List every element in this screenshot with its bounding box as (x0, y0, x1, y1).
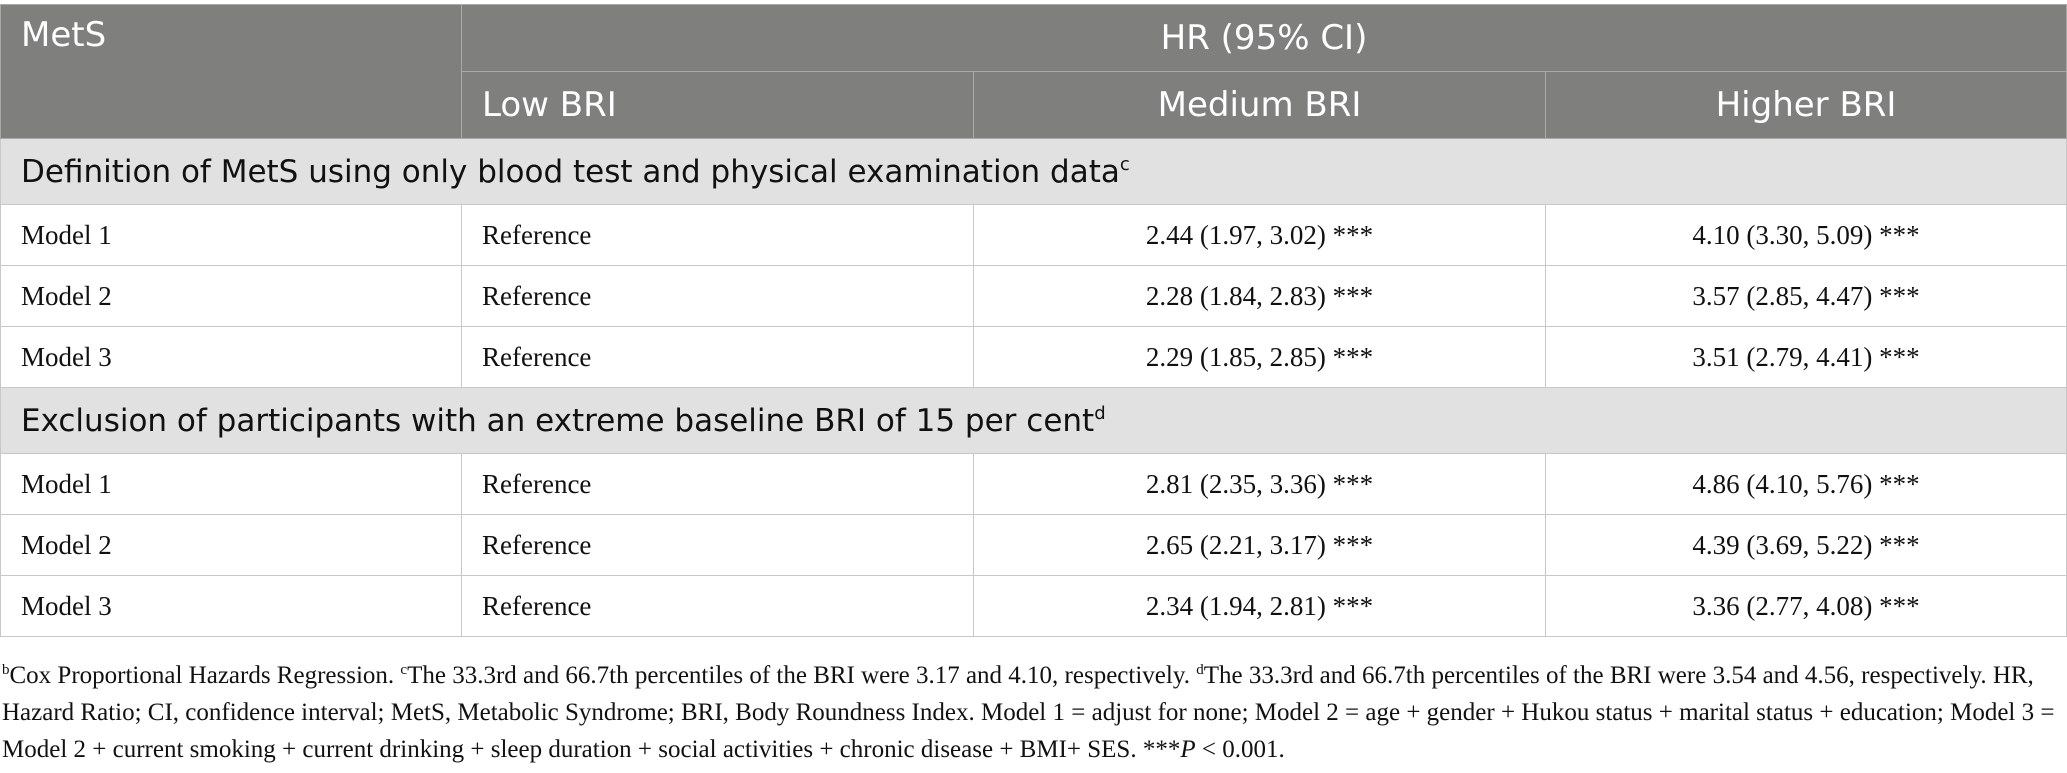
higher-bri-value: 4.86 (4.10, 5.76) *** (1546, 454, 2067, 515)
medium-bri-value: 2.44 (1.97, 3.02) *** (974, 205, 1546, 266)
low-bri-value: Reference (462, 576, 974, 637)
model-name: Model 2 (1, 266, 462, 327)
low-bri-value: Reference (462, 266, 974, 327)
header-low-bri: Low BRI (462, 72, 974, 139)
footnote-marker-d: d (1196, 662, 1204, 678)
section-title-text: Definition of MetS using only blood test and physical examination data (21, 153, 1120, 190)
model-name: Model 3 (1, 327, 462, 388)
higher-bri-value: 4.39 (3.69, 5.22) *** (1546, 515, 2067, 576)
low-bri-value: Reference (462, 205, 974, 266)
section-title (1, 388, 2067, 454)
low-bri-value: Reference (462, 515, 974, 576)
higher-bri-value: 3.36 (2.77, 4.08) *** (1546, 576, 2067, 637)
section-marker: c (1119, 153, 1130, 175)
section-marker: d (1094, 402, 1106, 424)
higher-bri-value: 3.51 (2.79, 4.41) *** (1546, 327, 2067, 388)
section-title (1, 139, 2067, 205)
table-row (1, 266, 2067, 327)
footnote-c-text: The 33.3rd and 66.7th percentiles of the BRI were 3.17 and 4.10, respectively. (407, 662, 1197, 689)
table-row (1, 327, 2067, 388)
table-row (1, 205, 2067, 266)
header-row-label: MetS (1, 5, 462, 139)
footnote-marker-b: b (2, 662, 10, 678)
low-bri-value: Reference (462, 327, 974, 388)
header-group-hr: HR (95% CI) (462, 5, 2067, 72)
model-name: Model 3 (1, 576, 462, 637)
medium-bri-value: 2.65 (2.21, 3.17) *** (974, 515, 1546, 576)
medium-bri-value: 2.28 (1.84, 2.83) *** (974, 266, 1546, 327)
table-footnote (2, 652, 2062, 768)
medium-bri-value: 2.29 (1.85, 2.85) *** (974, 327, 1546, 388)
table-row (1, 454, 2067, 515)
hazard-ratio-table (0, 4, 2067, 637)
low-bri-value: Reference (462, 454, 974, 515)
medium-bri-value: 2.34 (1.94, 2.81) *** (974, 576, 1546, 637)
footnote-d-text: The 33.3rd and 66.7th percentiles of the BRI were 3.54 and 4.56, respectively. HR, Hazard Ratio; CI, confidence interval; MetS, Metabolic Syndrome; BRI, Body Roundness Index. Model 1 = adjust for none; Model 2 = age + gender + Hukou status + marital status + education; Model 3 = Model 2 + current smoking + current drinking + sleep duration + social activities + chronic disease + BMI+ SES. *** (2, 662, 2055, 763)
table-row (1, 515, 2067, 576)
header-medium-bri: Medium BRI (974, 72, 1546, 139)
model-name: Model 1 (1, 454, 462, 515)
footnote-b-text: Cox Proportional Hazards Regression. (9, 662, 401, 689)
footnote-marker-c: c (400, 662, 408, 678)
higher-bri-value: 4.10 (3.30, 5.09) *** (1546, 205, 2067, 266)
footnote-p-symbol: P (1180, 736, 1196, 763)
footnote-p-text: < 0.001. (1195, 736, 1285, 763)
table-row (1, 576, 2067, 637)
higher-bri-value: 3.57 (2.85, 4.47) *** (1546, 266, 2067, 327)
medium-bri-value: 2.81 (2.35, 3.36) *** (974, 454, 1546, 515)
header-higher-bri: Higher BRI (1546, 72, 2067, 139)
model-name: Model 2 (1, 515, 462, 576)
model-name: Model 1 (1, 205, 462, 266)
section-title-text: Exclusion of participants with an extreme baseline BRI of 15 per cent (21, 402, 1095, 439)
